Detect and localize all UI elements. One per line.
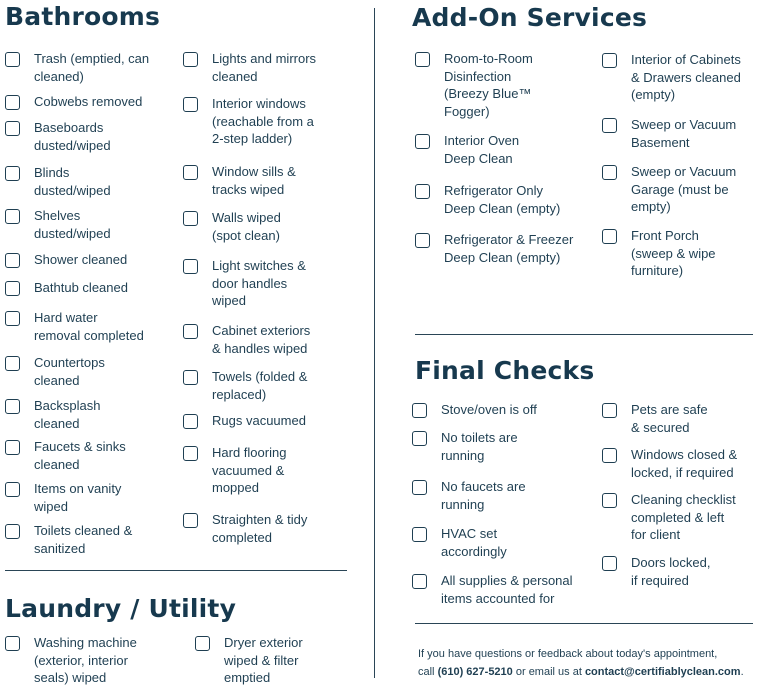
- checkbox[interactable]: [412, 527, 427, 542]
- checkbox[interactable]: [602, 165, 617, 180]
- checklist-item[interactable]: [415, 231, 573, 266]
- checkbox[interactable]: [5, 95, 20, 110]
- checklist-item[interactable]: [415, 132, 519, 167]
- checklist-label: Countertops cleaned: [34, 355, 105, 388]
- checklist-label: Rugs vacuumed: [212, 413, 306, 428]
- checklist-item[interactable]: [5, 164, 111, 199]
- column-divider: [374, 8, 375, 678]
- checkbox[interactable]: [602, 118, 617, 133]
- checkbox[interactable]: [412, 574, 427, 589]
- checkbox[interactable]: [5, 440, 20, 455]
- checklist-item[interactable]: [5, 634, 137, 687]
- checkbox[interactable]: [5, 281, 20, 296]
- checklist-label: Cabinet exteriors & handles wiped: [212, 323, 311, 356]
- checklist-item[interactable]: [183, 368, 307, 403]
- checklist-label: Front Porch (sweep & wipe furniture): [631, 228, 716, 278]
- addons-divider: [415, 334, 753, 335]
- checklist-item[interactable]: [5, 522, 132, 557]
- checkbox[interactable]: [183, 324, 198, 339]
- checklist-label: Interior Oven Deep Clean: [444, 133, 520, 166]
- checklist-label: Pets are safe & secured: [631, 402, 708, 435]
- checkbox[interactable]: [5, 52, 20, 67]
- checklist-label: Refrigerator & Freezer Deep Clean (empty): [444, 232, 574, 265]
- addons-heading: Add-On Services: [412, 3, 648, 32]
- checklist-label: HVAC set accordingly: [441, 526, 507, 559]
- checklist-item[interactable]: [5, 251, 127, 269]
- checkbox[interactable]: [415, 52, 430, 67]
- checklist-label: Room-to-Room Disinfection (Breezy Blue™ Fogger): [444, 51, 533, 119]
- final-checks-divider: [415, 623, 753, 624]
- checklist-label: Sweep or Vacuum Garage (must be empty): [631, 164, 737, 214]
- checklist-label: Walls wiped (spot clean): [212, 210, 281, 243]
- footer-line-2: [418, 664, 763, 682]
- checklist-item[interactable]: [5, 119, 111, 154]
- checkbox[interactable]: [412, 431, 427, 446]
- checkbox[interactable]: [5, 356, 20, 371]
- checklist-item[interactable]: [602, 163, 736, 216]
- checklist-label: No faucets are running: [441, 479, 526, 512]
- checkbox[interactable]: [602, 556, 617, 571]
- checkbox[interactable]: [602, 403, 617, 418]
- checklist-label: Blinds dusted/wiped: [34, 165, 111, 198]
- footer-line-1: If you have questions or feedback about today's appointment,: [418, 648, 718, 660]
- checklist-label: Shower cleaned: [34, 252, 128, 267]
- checklist-label: Backsplash cleaned: [34, 398, 101, 431]
- checklist-label: Cleaning checklist completed & left for client: [631, 492, 736, 542]
- checklist-label: Dryer exterior wiped & filter emptied: [224, 635, 303, 685]
- checkbox[interactable]: [5, 482, 20, 497]
- checklist-item[interactable]: [5, 50, 149, 85]
- checkbox[interactable]: [5, 311, 20, 326]
- checklist-label: No toilets are running: [441, 430, 518, 463]
- checklist-label: Window sills & tracks wiped: [212, 164, 296, 197]
- checklist-label: All supplies & personal items accounted for: [441, 573, 573, 606]
- checkbox[interactable]: [602, 229, 617, 244]
- bathrooms-heading: Bathrooms: [5, 2, 161, 31]
- checkbox[interactable]: [5, 399, 20, 414]
- checkbox[interactable]: [5, 209, 20, 224]
- checkbox[interactable]: [183, 165, 198, 180]
- checklist-label: Windows closed & locked, if required: [631, 447, 738, 480]
- checklist-label: Lights and mirrors cleaned: [212, 51, 317, 84]
- checklist-label: Cobwebs removed: [34, 94, 143, 109]
- checklist-item[interactable]: [5, 354, 105, 389]
- checkbox[interactable]: [415, 134, 430, 149]
- checkbox[interactable]: [183, 97, 198, 112]
- checkbox[interactable]: [5, 636, 20, 651]
- checklist-label: Items on vanity wiped: [34, 481, 122, 514]
- checkbox[interactable]: [183, 414, 198, 429]
- checklist-item[interactable]: [183, 511, 307, 546]
- footer-mid-text: or email us at: [512, 665, 585, 678]
- checklist-item[interactable]: [183, 412, 306, 430]
- checkbox[interactable]: [5, 253, 20, 268]
- checklist-label: Bathtub cleaned: [34, 280, 128, 295]
- footer-end-text: .: [740, 665, 744, 678]
- checklist-label: Towels (folded & replaced): [212, 369, 308, 402]
- checklist-label: Straighten & tidy completed: [212, 512, 308, 545]
- phone-link[interactable]: (610) 627-5210: [437, 665, 513, 678]
- checklist-item[interactable]: [412, 525, 507, 560]
- checkbox[interactable]: [5, 166, 20, 181]
- checkbox[interactable]: [602, 493, 617, 508]
- checklist-item[interactable]: [183, 209, 281, 244]
- checkbox[interactable]: [5, 524, 20, 539]
- checklist-item[interactable]: [412, 478, 526, 513]
- checkbox[interactable]: [183, 513, 198, 528]
- checklist-item[interactable]: [412, 429, 518, 464]
- checklist-label: Light switches & door handles wiped: [212, 258, 306, 308]
- checklist-item[interactable]: [183, 50, 316, 85]
- checklist-item[interactable]: [602, 491, 736, 544]
- checklist-item[interactable]: [602, 51, 741, 104]
- checkbox[interactable]: [602, 53, 617, 68]
- checkbox[interactable]: [415, 233, 430, 248]
- laundry-heading: Laundry / Utility: [5, 594, 237, 623]
- checklist-item[interactable]: [412, 572, 573, 607]
- checklist-item[interactable]: [5, 438, 126, 473]
- checklist-item[interactable]: [183, 95, 314, 148]
- checkbox[interactable]: [183, 211, 198, 226]
- checkbox[interactable]: [183, 259, 198, 274]
- checklist-label: Interior of Cabinets & Drawers cleaned (empty): [631, 52, 741, 102]
- checklist-item[interactable]: [602, 116, 736, 151]
- checklist-label: Doors locked, if required: [631, 555, 711, 588]
- checklist-item[interactable]: [5, 93, 142, 111]
- checkbox[interactable]: [183, 52, 198, 67]
- checklist-item[interactable]: [5, 397, 100, 432]
- checkbox[interactable]: [183, 370, 198, 385]
- checkbox[interactable]: [183, 446, 198, 461]
- checklist-item[interactable]: [5, 207, 111, 242]
- checklist-item[interactable]: [412, 401, 537, 419]
- checklist-item[interactable]: [183, 322, 310, 357]
- checkbox[interactable]: [412, 480, 427, 495]
- checklist-item[interactable]: [183, 444, 286, 497]
- checklist-item[interactable]: [183, 257, 306, 310]
- checklist-item[interactable]: [415, 50, 533, 120]
- footer-note: [418, 646, 763, 681]
- checklist-label: Toilets cleaned & sanitized: [34, 523, 133, 556]
- checklist-item[interactable]: [5, 309, 144, 344]
- checklist-label: Faucets & sinks cleaned: [34, 439, 126, 472]
- checklist-label: Trash (emptied, can cleaned): [34, 51, 150, 84]
- checklist-label: Baseboards dusted/wiped: [34, 120, 111, 153]
- final-checks-heading: Final Checks: [415, 356, 595, 385]
- checklist-item[interactable]: [602, 446, 737, 481]
- checklist-item[interactable]: [415, 182, 560, 217]
- checklist-item[interactable]: [5, 279, 128, 297]
- checkbox[interactable]: [602, 448, 617, 463]
- checklist-label: Interior windows (reachable from a 2-step ladder): [212, 96, 314, 146]
- checklist-item[interactable]: [602, 227, 716, 280]
- checkbox[interactable]: [412, 403, 427, 418]
- bathrooms-divider: [5, 570, 347, 571]
- checklist-label: Refrigerator Only Deep Clean (empty): [444, 183, 561, 216]
- footer-call-text: call: [418, 665, 438, 678]
- checklist-item[interactable]: [183, 163, 296, 198]
- email-link[interactable]: contact@certifiablyclean.com: [584, 665, 741, 678]
- checklist-label: Hard water removal completed: [34, 310, 144, 343]
- checklist-label: Sweep or Vacuum Basement: [631, 117, 737, 150]
- checkbox[interactable]: [195, 636, 210, 651]
- checkbox[interactable]: [415, 184, 430, 199]
- checklist-label: Shelves dusted/wiped: [34, 208, 111, 241]
- checklist-item[interactable]: [5, 480, 121, 515]
- checklist-label: Stove/oven is off: [441, 402, 537, 417]
- checklist-label: Hard flooring vacuumed & mopped: [212, 445, 287, 495]
- checklist-label: Washing machine (exterior, interior seals) wiped: [34, 635, 137, 685]
- checkbox[interactable]: [5, 121, 20, 136]
- checklist-item[interactable]: [602, 554, 710, 589]
- checklist-item[interactable]: [602, 401, 708, 436]
- checklist-item[interactable]: [195, 634, 303, 687]
